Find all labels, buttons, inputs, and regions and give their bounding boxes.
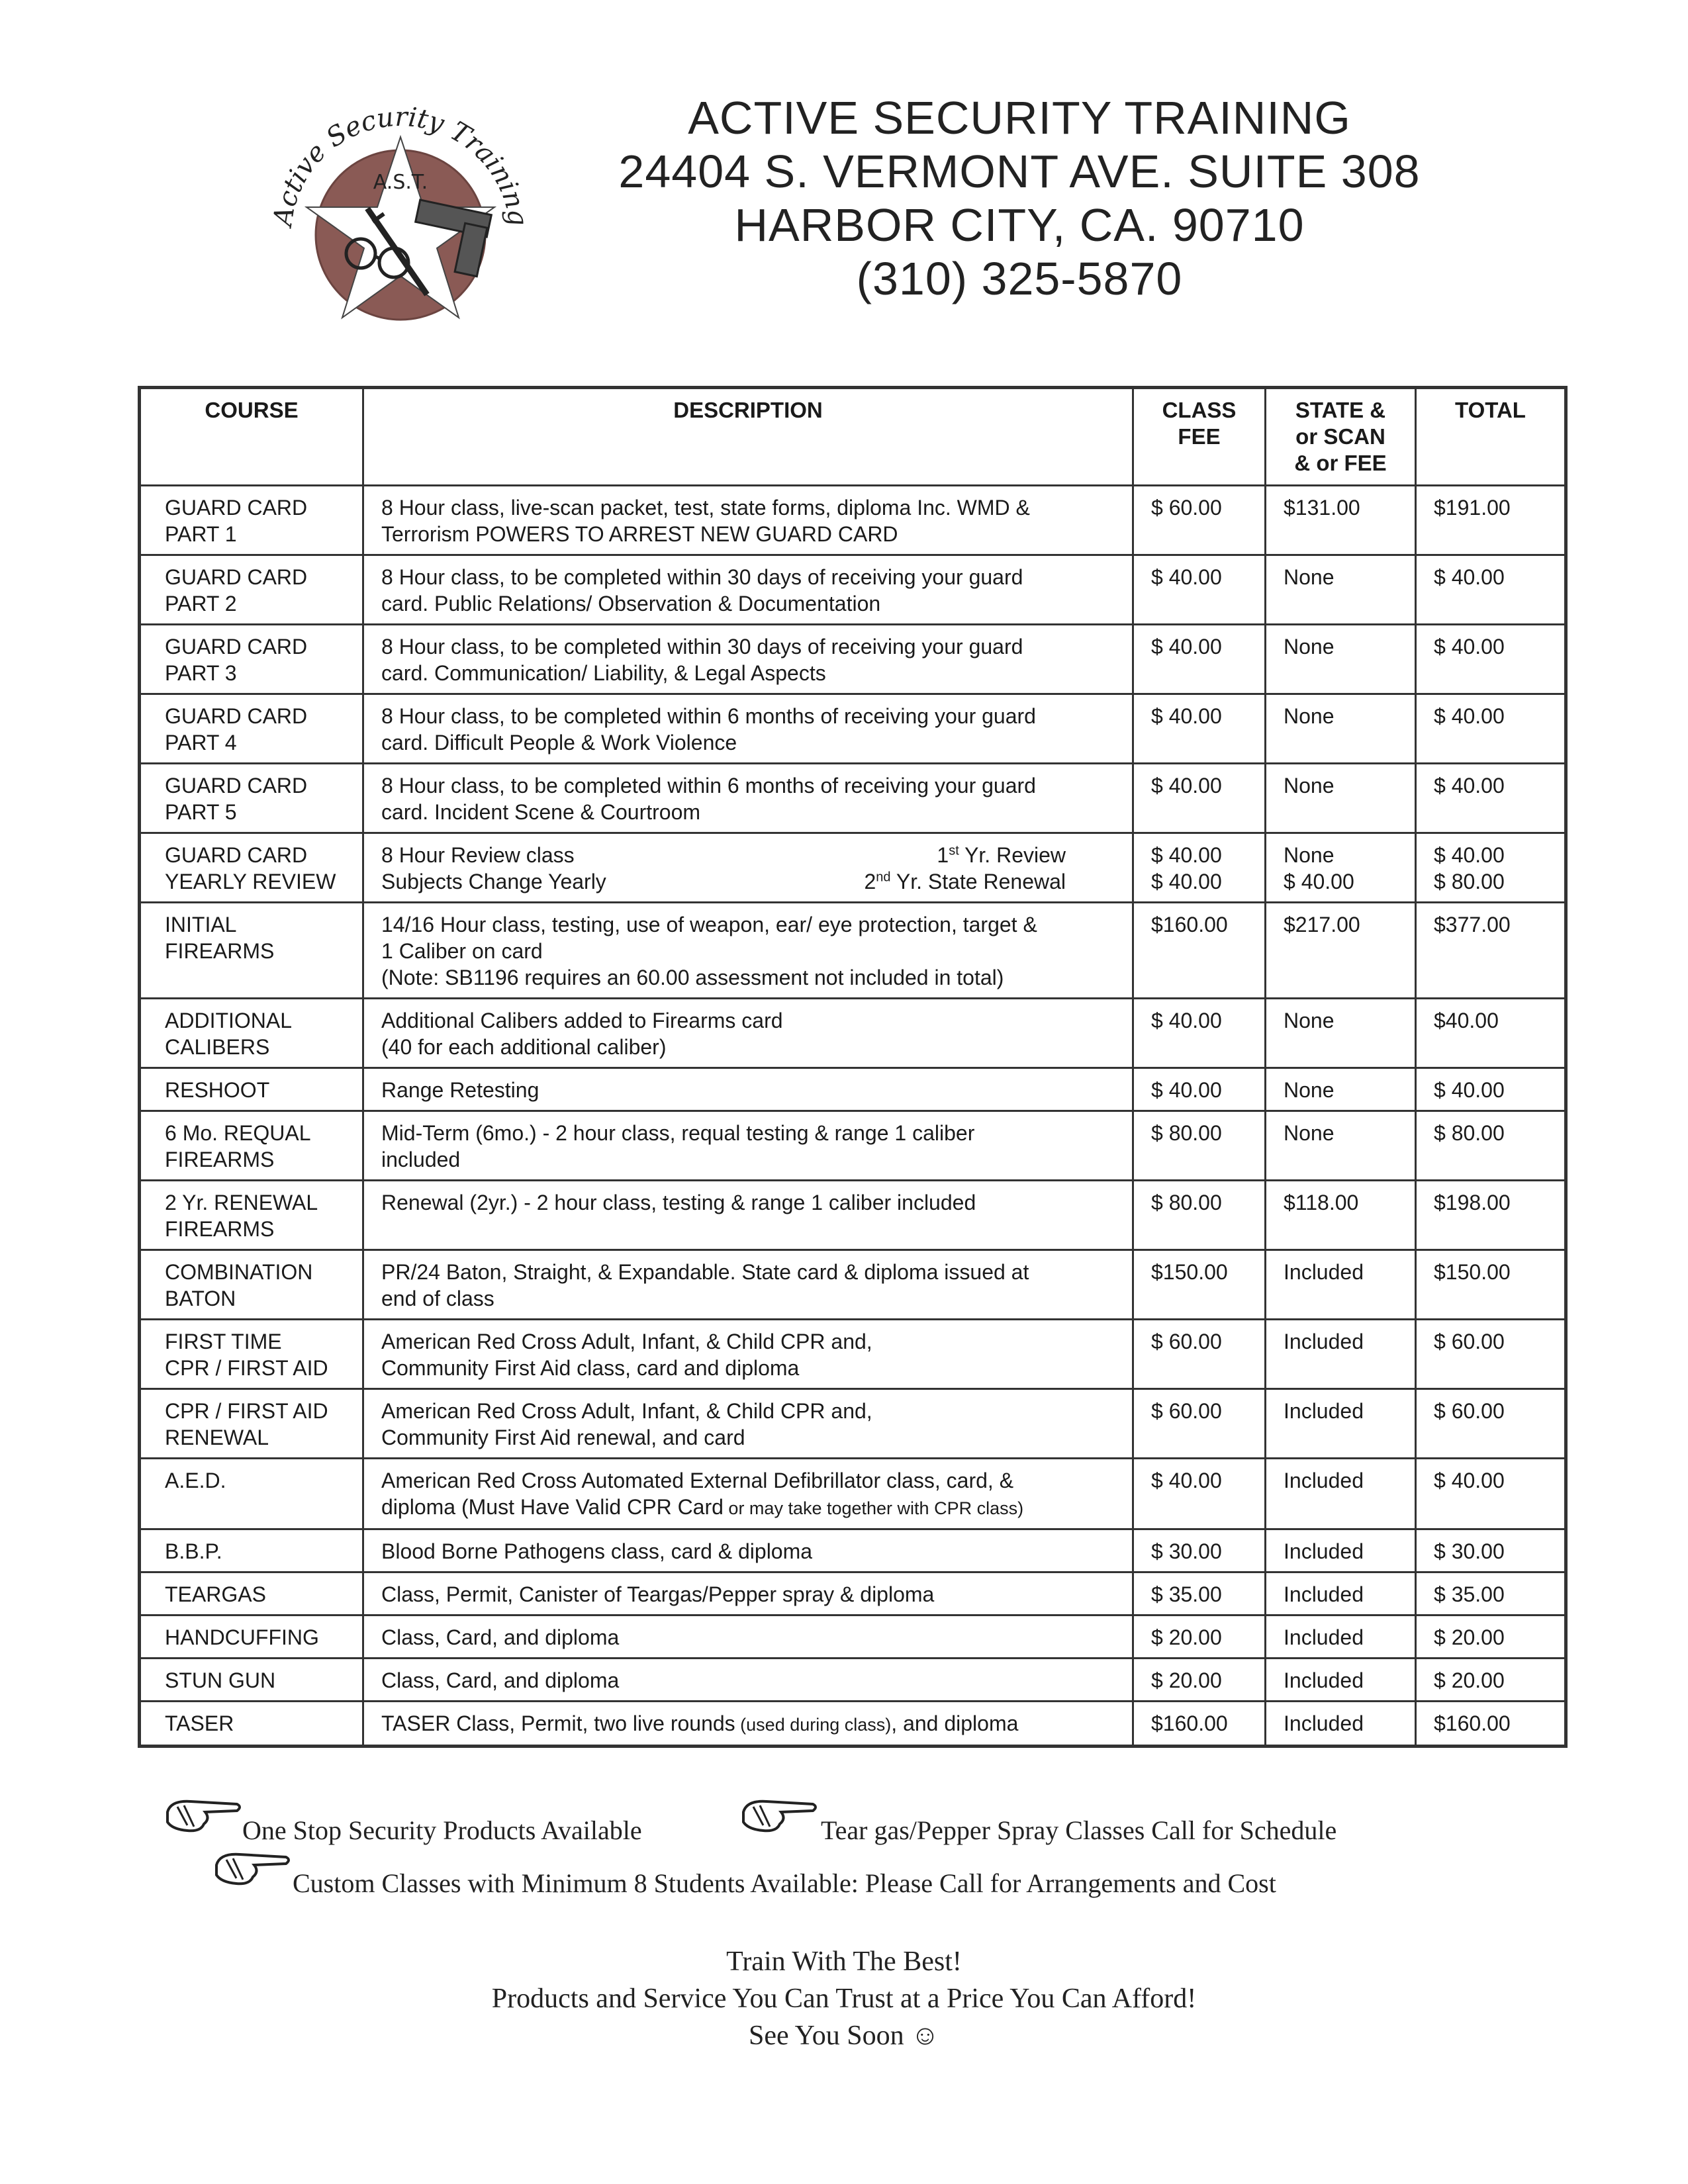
total-cost: $ 60.00 bbox=[1416, 1389, 1566, 1459]
table-row bbox=[140, 764, 1566, 833]
class-fee: $ 60.00 bbox=[1133, 1320, 1266, 1389]
table-row bbox=[140, 694, 1566, 764]
table-row bbox=[140, 1529, 1566, 1572]
course-description: 8 Hour class, to be completed within 30 days of receiving your guard card. Public Relations/ Observation & Documentation bbox=[363, 555, 1133, 625]
total-cost: $ 40.00 bbox=[1416, 1068, 1566, 1111]
class-fee: $ 40.00 bbox=[1133, 555, 1266, 625]
footer-note-products: One Stop Security Products Available bbox=[242, 1815, 642, 1845]
state-fee: Included bbox=[1266, 1615, 1416, 1659]
table-row bbox=[140, 1572, 1566, 1615]
state-fee: $131.00 bbox=[1266, 486, 1416, 555]
total-cost: $377.00 bbox=[1416, 903, 1566, 999]
class-fee: $ 40.00 bbox=[1133, 694, 1266, 764]
slogan-see-you: See You Soon ☺ bbox=[749, 2021, 939, 2051]
course-name: COMBINATION BATON bbox=[140, 1250, 363, 1320]
course-description: 8 Hour class, to be completed within 6 months of receiving your guard card. Difficult People & Work Violence bbox=[363, 694, 1133, 764]
course-name: 2 Yr. RENEWAL FIREARMS bbox=[140, 1181, 363, 1250]
table-row bbox=[140, 486, 1566, 555]
table-row bbox=[140, 1068, 1566, 1111]
slogan-train: Train With The Best! bbox=[726, 1946, 962, 1977]
state-fee: None bbox=[1266, 1068, 1416, 1111]
state-fee: None bbox=[1266, 625, 1416, 694]
course-description: 8 Hour class, live-scan packet, test, state forms, diploma Inc. WMD & Terrorism POWERS TO ARREST NEW GUARD CARD bbox=[363, 486, 1133, 555]
total-cost: $ 40.00 bbox=[1416, 625, 1566, 694]
company-name: ACTIVE SECURITY TRAINING bbox=[688, 92, 1351, 144]
state-fee: None bbox=[1266, 555, 1416, 625]
header-total: TOTAL bbox=[1416, 388, 1566, 486]
class-fee: $ 60.00 bbox=[1133, 486, 1266, 555]
slogan-products: Products and Service You Can Trust at a Price You Can Afford! bbox=[491, 1983, 1197, 2014]
course-description: Mid-Term (6mo.) - 2 hour class, requal testing & range 1 caliber included bbox=[363, 1111, 1133, 1181]
course-description: Class, Permit, Canister of Teargas/Pepper spray & diploma bbox=[363, 1572, 1133, 1615]
company-address: 24404 S. VERMONT AVE. SUITE 308 bbox=[618, 146, 1421, 197]
total-cost: $ 40.00 bbox=[1416, 1459, 1566, 1529]
total-cost: $ 40.00 bbox=[1416, 764, 1566, 833]
state-fee: Included bbox=[1266, 1250, 1416, 1320]
state-fee: Included bbox=[1266, 1459, 1416, 1529]
total-cost: $198.00 bbox=[1416, 1181, 1566, 1250]
class-fee: $160.00 bbox=[1133, 903, 1266, 999]
state-fee: None bbox=[1266, 999, 1416, 1068]
course-description: 14/16 Hour class, testing, use of weapon, ear/ eye protection, target & 1 Caliber on card (Note: SB1196 requires an 60.00 assessment not included in total) bbox=[363, 903, 1133, 999]
total-cost: $ 40.00 bbox=[1416, 555, 1566, 625]
company-phone: (310) 325-5870 bbox=[856, 253, 1183, 304]
footer-note-teargas: Tear gas/Pepper Spray Classes Call for Schedule bbox=[821, 1815, 1337, 1845]
state-fee: None $ 40.00 bbox=[1266, 833, 1416, 903]
total-cost: $160.00 bbox=[1416, 1702, 1566, 1747]
course-name: GUARD CARD YEARLY REVIEW bbox=[140, 833, 363, 903]
state-fee: Included bbox=[1266, 1529, 1416, 1572]
course-name: TEARGAS bbox=[140, 1572, 363, 1615]
course-table bbox=[138, 386, 1568, 1748]
course-description: 8 Hour Review class 1st Yr. Review Subjects Change Yearly 2nd Yr. State Renewal bbox=[363, 833, 1133, 903]
table-row bbox=[140, 1320, 1566, 1389]
table-row bbox=[140, 833, 1566, 903]
class-fee: $ 80.00 bbox=[1133, 1181, 1266, 1250]
total-cost: $ 40.00 bbox=[1416, 694, 1566, 764]
logo-arc-text: Active Security Training bbox=[267, 101, 534, 228]
course-description: Class, Card, and diploma bbox=[363, 1659, 1133, 1702]
course-name: STUN GUN bbox=[140, 1659, 363, 1702]
total-cost: $ 80.00 bbox=[1416, 1111, 1566, 1181]
course-name: RESHOOT bbox=[140, 1068, 363, 1111]
course-name: ADDITIONAL CALIBERS bbox=[140, 999, 363, 1068]
course-description: Renewal (2yr.) - 2 hour class, testing & range 1 caliber included bbox=[363, 1181, 1133, 1250]
company-city: HARBOR CITY, CA. 90710 bbox=[734, 199, 1305, 251]
total-cost: $40.00 bbox=[1416, 999, 1566, 1068]
total-cost: $191.00 bbox=[1416, 486, 1566, 555]
pointing-hand-icon bbox=[740, 1792, 820, 1839]
table-row bbox=[140, 1250, 1566, 1320]
course-description: Additional Calibers added to Firearms card (40 for each additional caliber) bbox=[363, 999, 1133, 1068]
header-state-fee: STATE & or SCAN & or FEE bbox=[1266, 388, 1416, 486]
table-row bbox=[140, 625, 1566, 694]
table-row bbox=[140, 903, 1566, 999]
course-description: Range Retesting bbox=[363, 1068, 1133, 1111]
state-fee: Included bbox=[1266, 1389, 1416, 1459]
header-description: DESCRIPTION bbox=[363, 388, 1133, 486]
state-fee: None bbox=[1266, 764, 1416, 833]
state-fee: Included bbox=[1266, 1572, 1416, 1615]
course-name: CPR / FIRST AID RENEWAL bbox=[140, 1389, 363, 1459]
course-description: 8 Hour class, to be completed within 30 days of receiving your guard card. Communication/ Liability, & Legal Aspects bbox=[363, 625, 1133, 694]
course-description: 8 Hour class, to be completed within 6 months of receiving your guard card. Incident Scene & Courtroom bbox=[363, 764, 1133, 833]
header-course: COURSE bbox=[140, 388, 363, 486]
course-description: American Red Cross Automated External Defibrillator class, card, & diploma (Must Have Valid CPR Card or may take together with CPR class) bbox=[363, 1459, 1133, 1529]
total-cost: $ 60.00 bbox=[1416, 1320, 1566, 1389]
table-row bbox=[140, 1389, 1566, 1459]
class-fee: $ 40.00 bbox=[1133, 999, 1266, 1068]
course-name: GUARD CARD PART 2 bbox=[140, 555, 363, 625]
course-name: HANDCUFFING bbox=[140, 1615, 363, 1659]
class-fee: $ 40.00 bbox=[1133, 625, 1266, 694]
course-name: INITIAL FIREARMS bbox=[140, 903, 363, 999]
logo-initials: A.S.T. bbox=[373, 171, 428, 194]
course-description: American Red Cross Adult, Infant, & Child CPR and, Community First Aid class, card and diploma bbox=[363, 1320, 1133, 1389]
total-cost: $150.00 bbox=[1416, 1250, 1566, 1320]
total-cost: $ 35.00 bbox=[1416, 1572, 1566, 1615]
class-fee: $ 40.00 $ 40.00 bbox=[1133, 833, 1266, 903]
course-description: TASER Class, Permit, two live rounds (used during class), and diploma bbox=[363, 1702, 1133, 1747]
course-name: A.E.D. bbox=[140, 1459, 363, 1529]
class-fee: $ 60.00 bbox=[1133, 1389, 1266, 1459]
total-cost: $ 40.00 $ 80.00 bbox=[1416, 833, 1566, 903]
class-fee: $ 40.00 bbox=[1133, 1068, 1266, 1111]
total-cost: $ 20.00 bbox=[1416, 1659, 1566, 1702]
class-fee: $ 20.00 bbox=[1133, 1659, 1266, 1702]
pointing-hand-icon bbox=[213, 1845, 293, 1891]
state-fee: $118.00 bbox=[1266, 1181, 1416, 1250]
company-header bbox=[569, 91, 1470, 306]
table-row bbox=[140, 1111, 1566, 1181]
footer-note-custom: Custom Classes with Minimum 8 Students Available: Please Call for Arrangements and Cost bbox=[293, 1868, 1276, 1898]
state-fee: Included bbox=[1266, 1702, 1416, 1747]
course-name: TASER bbox=[140, 1702, 363, 1747]
table-row bbox=[140, 555, 1566, 625]
class-fee: $ 30.00 bbox=[1133, 1529, 1266, 1572]
table-row bbox=[140, 1459, 1566, 1529]
course-name: GUARD CARD PART 3 bbox=[140, 625, 363, 694]
class-fee: $ 20.00 bbox=[1133, 1615, 1266, 1659]
class-fee: $160.00 bbox=[1133, 1702, 1266, 1747]
course-name: GUARD CARD PART 1 bbox=[140, 486, 363, 555]
class-fee: $ 40.00 bbox=[1133, 764, 1266, 833]
course-name: GUARD CARD PART 4 bbox=[140, 694, 363, 764]
state-fee: $217.00 bbox=[1266, 903, 1416, 999]
class-fee: $ 35.00 bbox=[1133, 1572, 1266, 1615]
class-fee: $ 80.00 bbox=[1133, 1111, 1266, 1181]
header-class-fee: CLASS FEE bbox=[1133, 388, 1266, 486]
state-fee: Included bbox=[1266, 1659, 1416, 1702]
course-name: FIRST TIME CPR / FIRST AID bbox=[140, 1320, 363, 1389]
state-fee: None bbox=[1266, 1111, 1416, 1181]
state-fee: None bbox=[1266, 694, 1416, 764]
company-logo bbox=[261, 83, 539, 334]
course-description: Blood Borne Pathogens class, card & diploma bbox=[363, 1529, 1133, 1572]
course-name: B.B.P. bbox=[140, 1529, 363, 1572]
course-description: Class, Card, and diploma bbox=[363, 1615, 1133, 1659]
pointing-hand-icon bbox=[164, 1792, 244, 1839]
table-row bbox=[140, 1702, 1566, 1747]
total-cost: $ 30.00 bbox=[1416, 1529, 1566, 1572]
course-description: American Red Cross Adult, Infant, & Child CPR and, Community First Aid renewal, and card bbox=[363, 1389, 1133, 1459]
table-row bbox=[140, 999, 1566, 1068]
table-row bbox=[140, 1659, 1566, 1702]
course-name: 6 Mo. REQUAL FIREARMS bbox=[140, 1111, 363, 1181]
class-fee: $ 40.00 bbox=[1133, 1459, 1266, 1529]
class-fee: $150.00 bbox=[1133, 1250, 1266, 1320]
course-name: GUARD CARD PART 5 bbox=[140, 764, 363, 833]
state-fee: Included bbox=[1266, 1320, 1416, 1389]
table-row bbox=[140, 1181, 1566, 1250]
course-description: PR/24 Baton, Straight, & Expandable. State card & diploma issued at end of class bbox=[363, 1250, 1133, 1320]
total-cost: $ 20.00 bbox=[1416, 1615, 1566, 1659]
table-row bbox=[140, 1615, 1566, 1659]
